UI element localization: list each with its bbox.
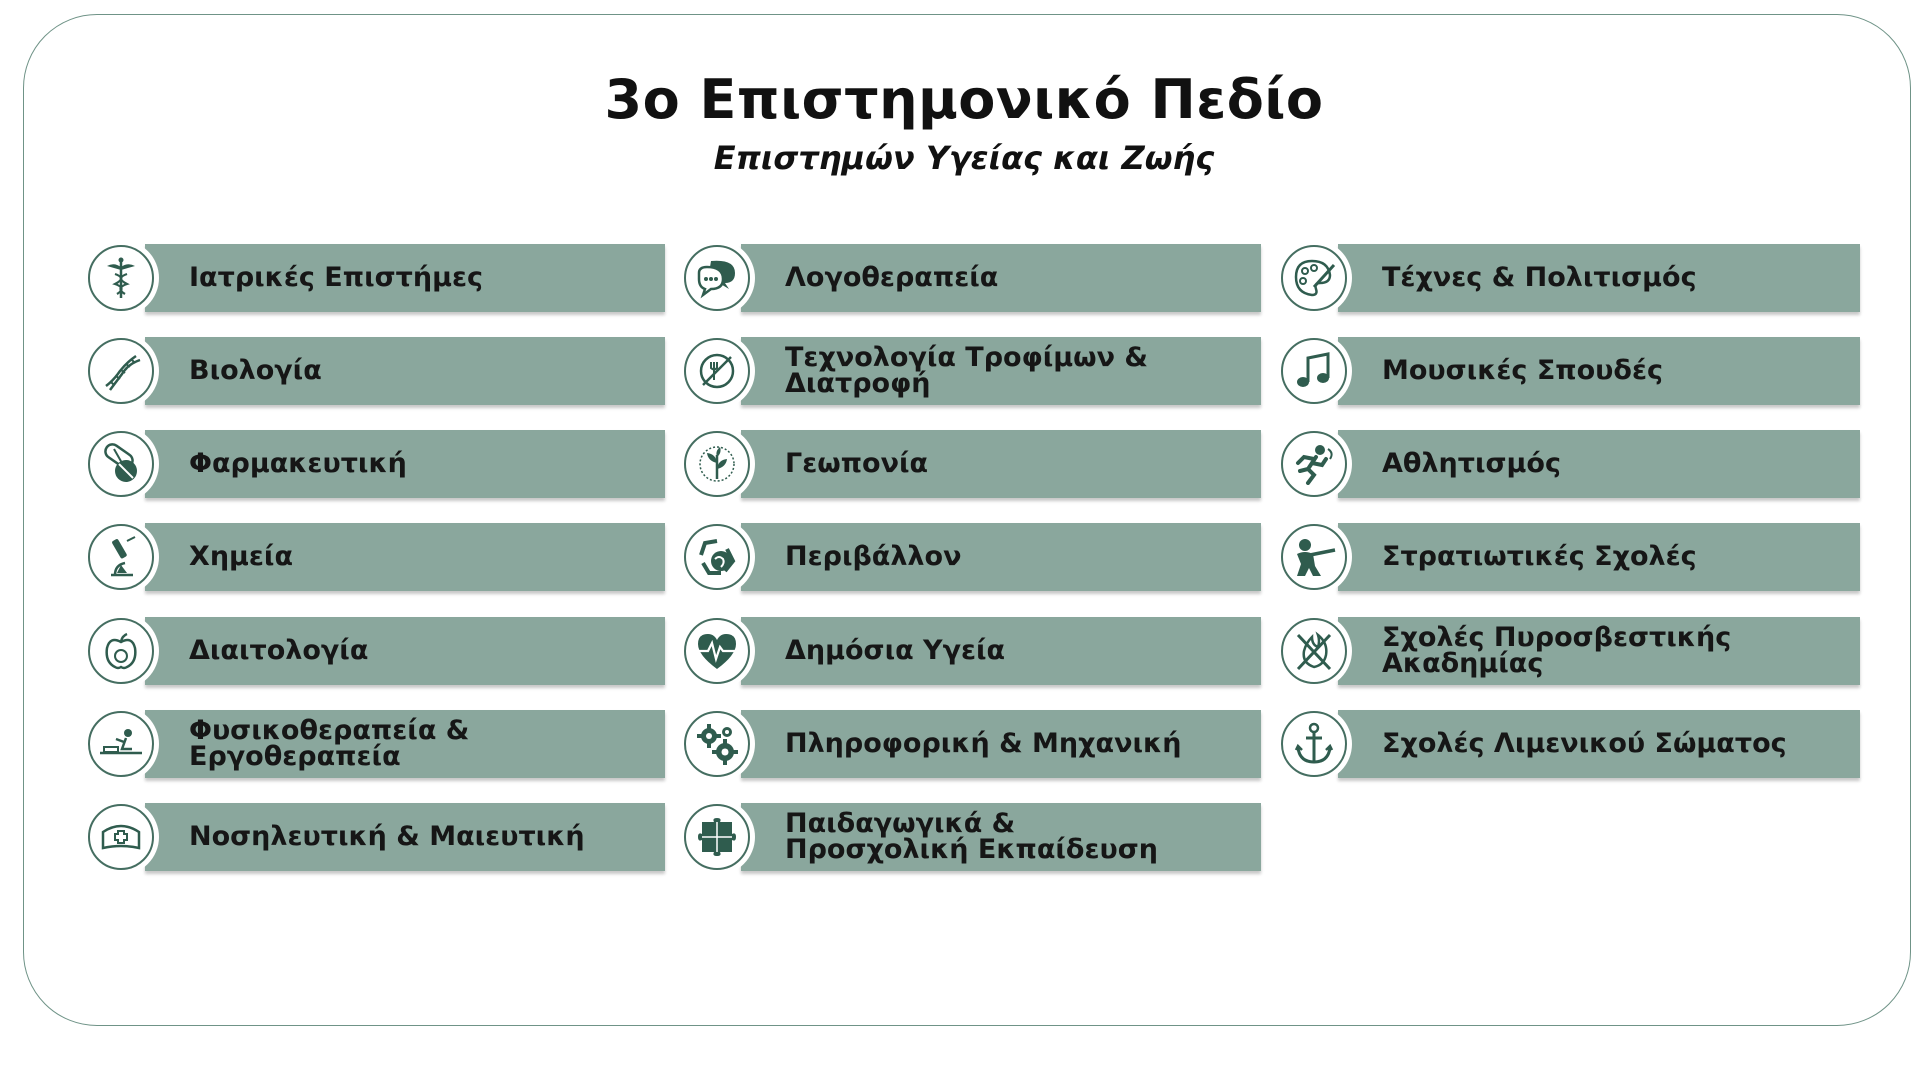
field-label: Παιδαγωγικά & Προσχολική Εκπαίδευση <box>785 808 1158 865</box>
heartbeat-icon <box>684 618 750 684</box>
field-label: Χημεία <box>189 541 294 572</box>
field-item[interactable] <box>1276 337 1860 405</box>
field-label: Νοσηλευτική & Μαιευτική <box>189 821 585 852</box>
field-label: Τέχνες & Πολιτισμός <box>1382 262 1697 293</box>
icon-badge <box>1276 240 1352 316</box>
field-item[interactable] <box>83 430 665 498</box>
icon-badge <box>679 706 755 782</box>
puzzle-icon <box>684 804 750 870</box>
field-item[interactable] <box>1276 617 1860 685</box>
field-label: Φυσικοθεραπεία & Εργοθεραπεία <box>189 715 470 772</box>
field-label: Σχολές Λιμενικού Σώματος <box>1382 728 1787 759</box>
icon-badge <box>83 613 159 689</box>
field-label: Γεωπονία <box>785 448 929 479</box>
microscope-icon <box>88 524 154 590</box>
field-item[interactable] <box>679 617 1261 685</box>
field-item[interactable] <box>679 803 1261 871</box>
pills-icon <box>88 431 154 497</box>
field-item[interactable] <box>83 523 665 591</box>
anchor-icon <box>1281 711 1347 777</box>
field-label: Τεχνολογία Τροφίμων & Διατροφή <box>785 342 1148 399</box>
icon-badge <box>679 333 755 409</box>
speech-bubbles-icon <box>684 245 750 311</box>
field-item[interactable] <box>679 430 1261 498</box>
icon-badge <box>83 706 159 782</box>
fire-axes-icon <box>1281 618 1347 684</box>
field-item[interactable] <box>1276 430 1860 498</box>
field-item[interactable] <box>1276 710 1860 778</box>
caduceus-icon <box>88 245 154 311</box>
icon-badge <box>83 333 159 409</box>
gears-icon <box>684 711 750 777</box>
food-tech-icon <box>684 338 750 404</box>
icon-badge <box>679 799 755 875</box>
field-label: Διαιτολογία <box>189 635 369 666</box>
icon-badge <box>679 519 755 595</box>
physiotherapy-icon <box>88 711 154 777</box>
runner-icon <box>1281 431 1347 497</box>
field-item[interactable] <box>679 523 1261 591</box>
icon-badge <box>1276 333 1352 409</box>
field-label: Φαρμακευτική <box>189 448 407 479</box>
icon-badge <box>679 426 755 502</box>
icon-badge <box>1276 613 1352 689</box>
icon-badge <box>1276 426 1352 502</box>
icon-badge <box>1276 706 1352 782</box>
page-subtitle: Επιστημών Υγείας και Ζωής <box>713 139 1215 177</box>
field-label: Βιολογία <box>189 355 322 386</box>
field-label: Λογοθεραπεία <box>785 262 999 293</box>
icon-badge <box>679 613 755 689</box>
icon-badge <box>83 799 159 875</box>
icon-badge <box>83 519 159 595</box>
field-item[interactable] <box>679 710 1261 778</box>
icon-badge <box>83 426 159 502</box>
page-title: 3ο Επιστημονικό Πεδίο <box>604 68 1324 131</box>
field-label: Πληροφορική & Μηχανική <box>785 728 1182 759</box>
field-label: Σχολές Πυροσβεστικής Ακαδημίας <box>1382 622 1732 679</box>
icon-badge <box>83 240 159 316</box>
field-label: Αθλητισμός <box>1382 448 1561 479</box>
field-label: Περιβάλλον <box>785 541 962 572</box>
field-item[interactable] <box>679 244 1261 312</box>
field-item[interactable] <box>83 244 665 312</box>
field-item[interactable] <box>679 337 1261 405</box>
field-item[interactable] <box>1276 523 1860 591</box>
field-label: Δημόσια Υγεία <box>785 635 1006 666</box>
recycle-globe-icon <box>684 524 750 590</box>
field-item[interactable] <box>83 803 665 871</box>
palette-icon <box>1281 245 1347 311</box>
field-label: Ιατρικές Επιστήμες <box>189 262 483 293</box>
field-item[interactable] <box>83 617 665 685</box>
nurse-cap-icon <box>88 804 154 870</box>
field-label: Στρατιωτικές Σχολές <box>1382 541 1697 572</box>
apple-icon <box>88 618 154 684</box>
soldier-icon <box>1281 524 1347 590</box>
dna-icon <box>88 338 154 404</box>
field-item[interactable] <box>83 337 665 405</box>
icon-badge <box>1276 519 1352 595</box>
field-label: Μουσικές Σπουδές <box>1382 355 1663 386</box>
field-item[interactable] <box>83 710 665 778</box>
plant-icon <box>684 431 750 497</box>
music-note-icon <box>1281 338 1347 404</box>
icon-badge <box>679 240 755 316</box>
field-item[interactable] <box>1276 244 1860 312</box>
